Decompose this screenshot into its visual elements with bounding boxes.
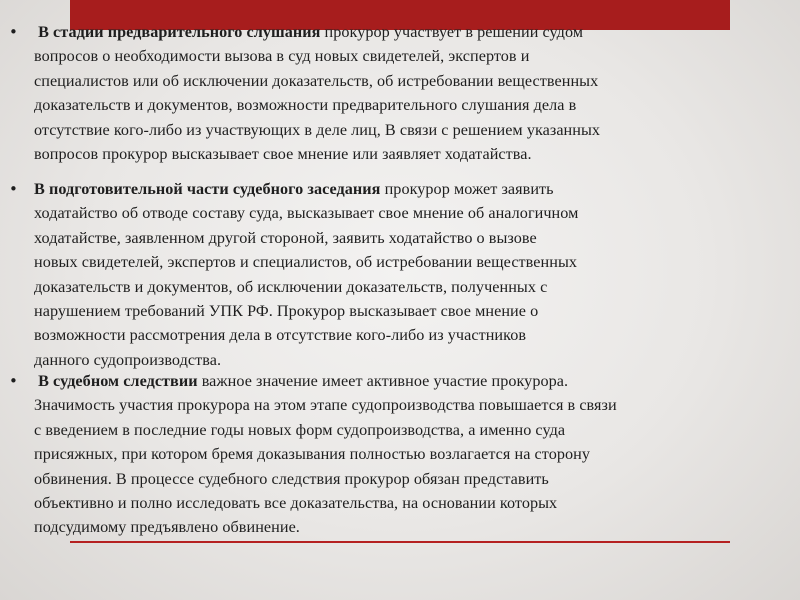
- bullet-icon: •: [9, 23, 18, 41]
- bullet-text: [34, 20, 769, 166]
- text-line: объективно и полно исследовать все доказательства, на основании которых: [34, 494, 558, 513]
- text-line: присяжных, при котором бремя доказывания полностью возлагается на сторону: [34, 445, 590, 464]
- text-line: ходатайство об отводе составу суда, высказывает свое мнение об аналогичном: [34, 204, 579, 223]
- text-line: отсутствие кого-либо из участвующих в деле лиц, В связи с решением указанных: [34, 120, 601, 139]
- text-line: вопросов о необходимости вызова в суд новых свидетелей, экспертов и: [34, 47, 530, 66]
- bullet-text: [34, 177, 769, 372]
- bold-heading: В подготовительной части судебного заседания: [34, 180, 381, 198]
- text-line: [34, 20, 769, 44]
- first-line-rest: прокурор может заявить: [380, 180, 554, 198]
- text-line: нарушением требований УПК РФ. Прокурор высказывает свое мнение о: [34, 302, 539, 321]
- bullet-item-preliminary-hearing: [9, 20, 769, 166]
- bold-heading: В судебном следствии: [38, 372, 198, 390]
- bullet-icon: •: [9, 180, 18, 198]
- text-line: возможности рассмотрения дела в отсутствие кого-либо из участников: [34, 326, 527, 345]
- text-line: вопросов прокурор высказывает свое мнение или заявляет ходатайства.: [34, 145, 532, 164]
- first-line-rest: прокурор участвует в решении судом: [320, 23, 584, 41]
- text-line: обвинения. В процессе судебного следствия прокурор обязан представить: [34, 469, 549, 488]
- text-line: Значимость участия прокурора на этом этапе судопроизводства повышается в связи: [34, 396, 617, 415]
- text-line: данного судопроизводства.: [34, 350, 222, 369]
- text-line: подсудимому предъявлено обвинение.: [34, 518, 300, 537]
- text-line: специалистов или об исключении доказательств, об истребовании вещественных: [34, 71, 599, 90]
- bottom-accent-rule: [70, 541, 730, 543]
- text-line: новых свидетелей, экспертов и специалистов, об истребовании вещественных: [34, 253, 578, 272]
- bullet-text: [34, 369, 769, 540]
- text-line: [34, 177, 769, 201]
- text-line: ходатайстве, заявленном другой стороной, заявить ходатайство о вызове: [34, 228, 537, 247]
- text-line: доказательств и документов, об исключении доказательств, полученных с: [34, 277, 548, 296]
- text-line: с введением в последние годы новых форм судопроизводства, а именно суда: [34, 420, 566, 439]
- text-line: [34, 369, 769, 393]
- bullet-item-judicial-investigation: [9, 369, 769, 540]
- first-line-rest: важное значение имеет активное участие прокурора.: [197, 372, 569, 390]
- text-line: доказательств и документов, возможности предварительного слушания дела в: [34, 96, 577, 115]
- bold-heading: В стадии предварительного слушания: [38, 23, 321, 41]
- bullet-icon: •: [9, 372, 18, 390]
- bullet-item-preparatory-part: [9, 177, 769, 372]
